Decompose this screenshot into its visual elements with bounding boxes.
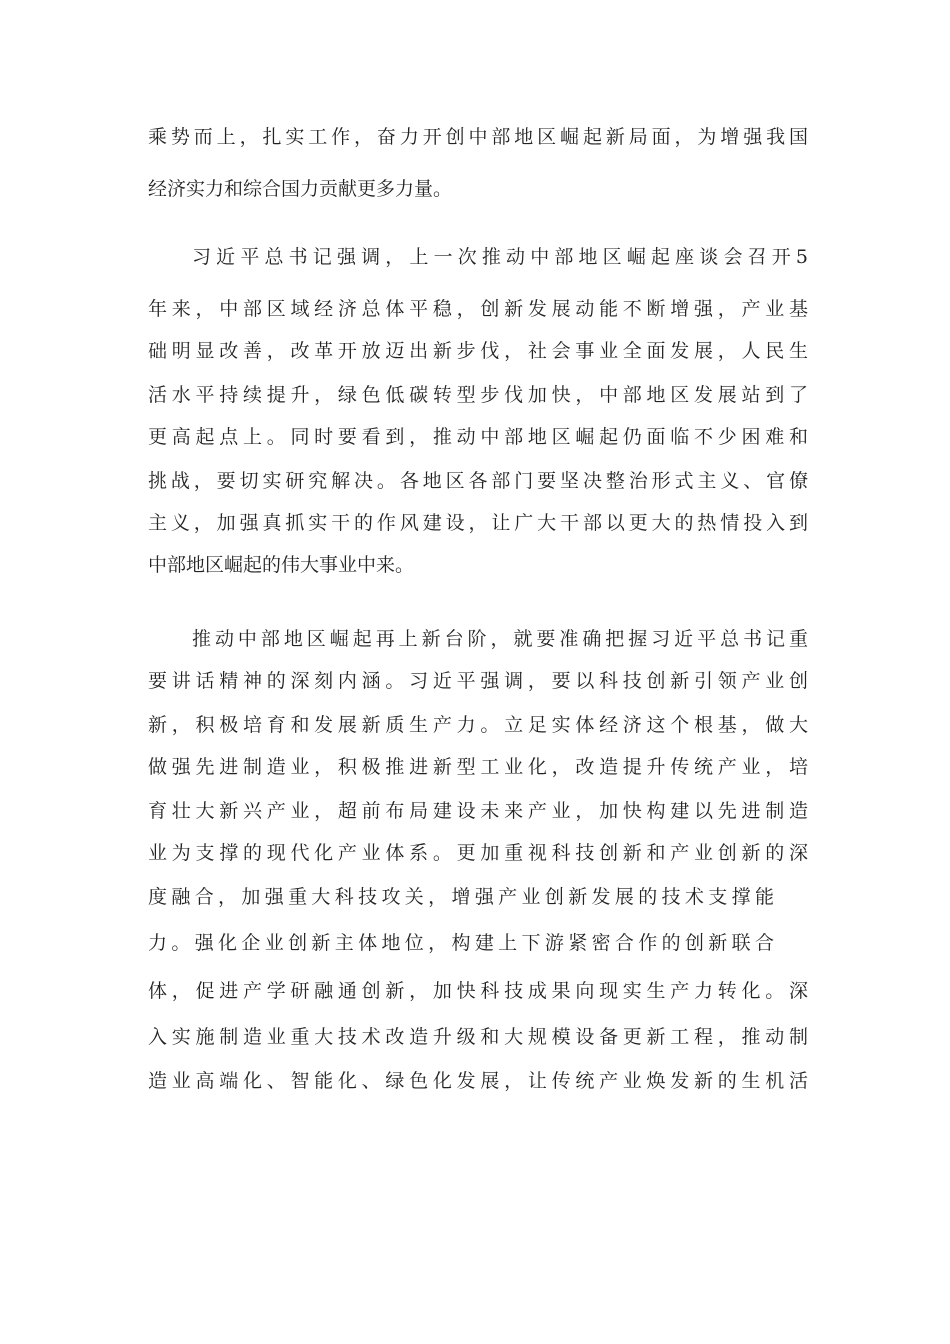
paragraph-1-line-1: 乘势而上，扎实工作，奋力开创中部地区崛起新局面，为增强我国 xyxy=(148,126,808,148)
paragraph-2-line-2: 年来，中部区域经济总体平稳，创新发展动能不断增强，产业基 xyxy=(148,298,808,320)
paragraph-2-line-1: 习近平总书记强调，上一次推动中部地区崛起座谈会召开5 xyxy=(192,246,808,268)
paragraph-2-line-3: 础明显改善，改革开放迈出新步伐，社会事业全面发展，人民生 xyxy=(148,340,808,362)
paragraph-3-line-3: 新，积极培育和发展新质生产力。立足实体经济这个根基，做大 xyxy=(148,714,808,736)
paragraph-3-line-2: 要讲话精神的深刻内涵。习近平强调，要以科技创新引领产业创 xyxy=(148,670,808,692)
paragraph-1-line-2: 经济实力和综合国力贡献更多力量。 xyxy=(148,178,453,200)
paragraph-2-line-5: 更高起点上。同时要看到，推动中部地区崛起仍面临不少困难和 xyxy=(148,426,808,448)
paragraph-3-line-10: 入实施制造业重大技术改造升级和大规模设备更新工程，推动制 xyxy=(148,1026,808,1048)
paragraph-3-line-9: 体，促进产学研融通创新，加快科技成果向现实生产力转化。深 xyxy=(148,980,808,1002)
paragraph-2-line-6: 挑战，要切实研究解决。各地区各部门要坚决整治形式主义、官僚 xyxy=(148,470,808,492)
paragraph-2-line-8: 中部地区崛起的伟大事业中来。 xyxy=(148,554,415,576)
paragraph-3-line-5: 育壮大新兴产业，超前布局建设未来产业，加快构建以先进制造 xyxy=(148,800,808,822)
paragraph-3-line-1: 推动中部地区崛起再上新台阶，就要准确把握习近平总书记重 xyxy=(192,628,808,650)
paragraph-3-line-8: 力。强化企业创新主体地位，构建上下游紧密合作的创新联合 xyxy=(148,932,774,954)
paragraph-3-line-4: 做强先进制造业，积极推进新型工业化，改造提升传统产业，培 xyxy=(148,756,808,778)
paragraph-3-line-7: 度融合，加强重大科技攻关，增强产业创新发展的技术支撑能 xyxy=(148,886,774,908)
paragraph-2-line-7: 主义，加强真抓实干的作风建设，让广大干部以更大的热情投入到 xyxy=(148,512,808,534)
paragraph-3-line-11: 造业高端化、智能化、绿色化发展，让传统产业焕发新的生机活 xyxy=(148,1070,808,1092)
paragraph-3-line-6: 业为支撑的现代化产业体系。更加重视科技创新和产业创新的深 xyxy=(148,842,808,864)
paragraph-2-line-4: 活水平持续提升，绿色低碳转型步伐加快，中部地区发展站到了 xyxy=(148,384,808,406)
